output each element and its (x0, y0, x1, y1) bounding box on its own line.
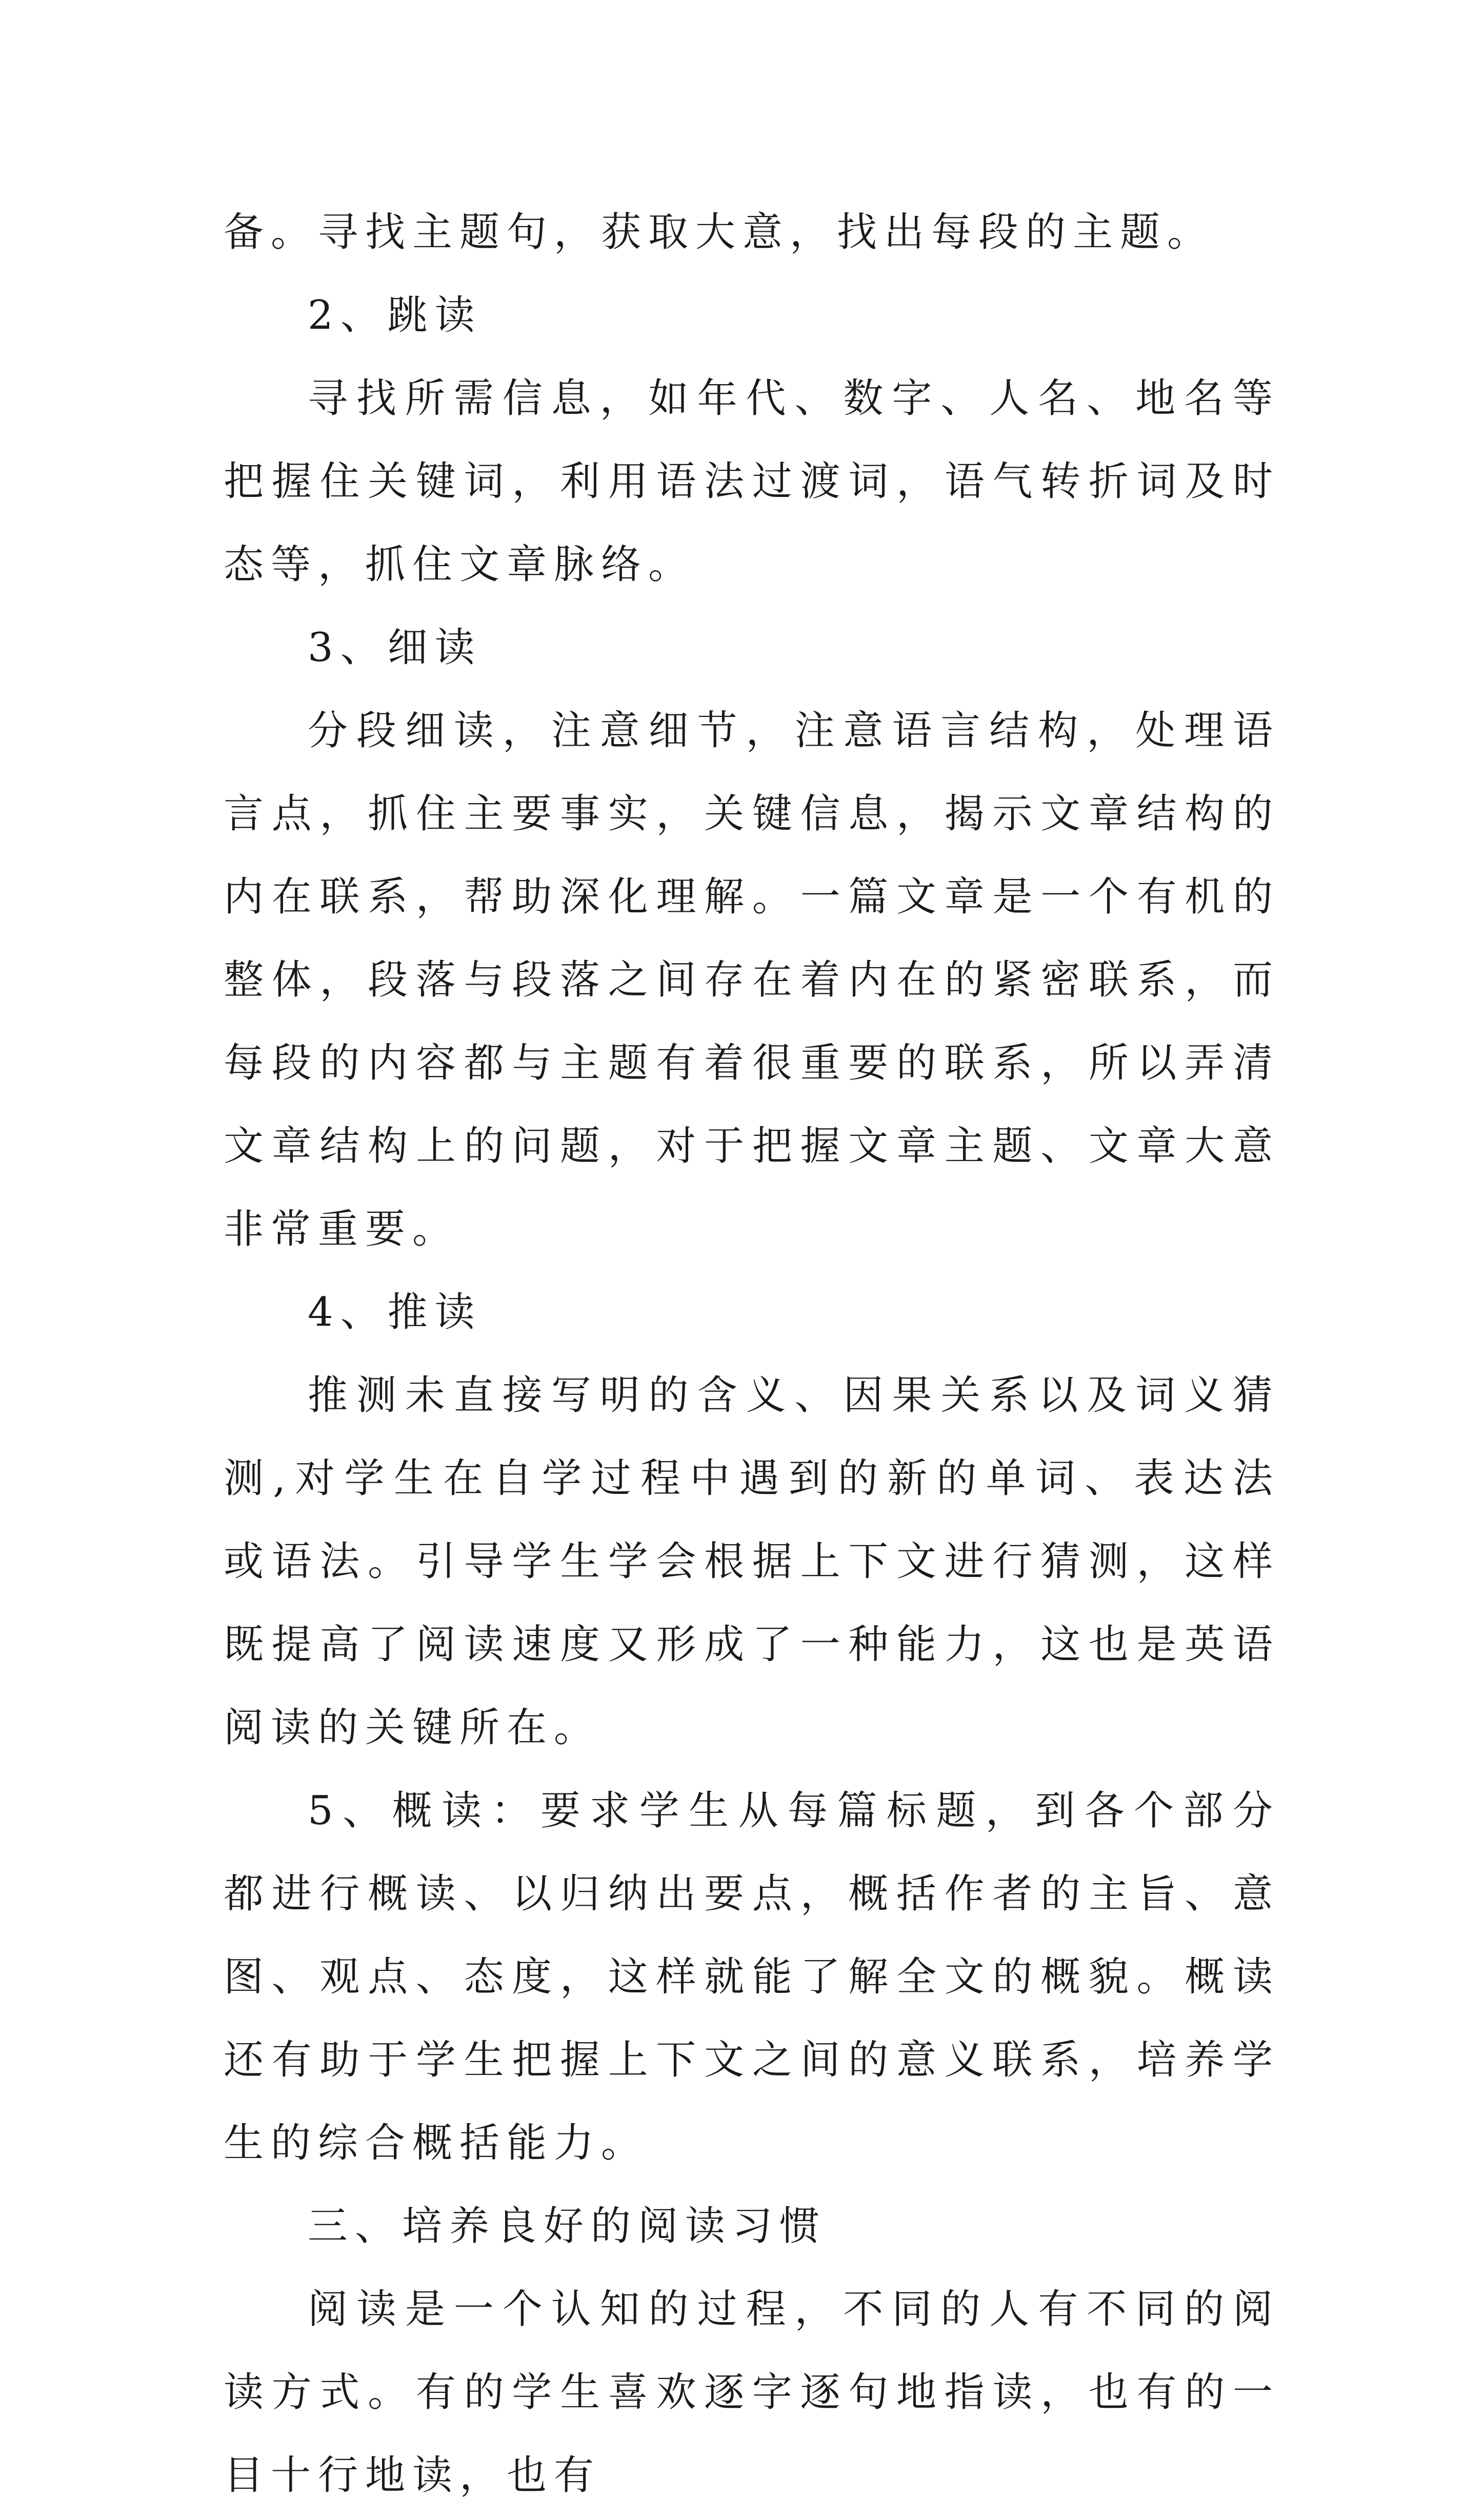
paragraph: 寻找所需信息，如年代、数字、人名、地名等把握住关键词，利用语法过渡词，语气转折词及时态等，抓住文章脉络。 (224, 375, 1280, 588)
section-heading: 三、培养良好的阅读习惯 (308, 2203, 827, 2249)
paragraph: 备。寻找主题句，获取大意，找出每段的主题。 (224, 209, 1215, 255)
paragraph: 阅读是一个认知的过程，不同的人有不同的阅读方式。有的学生喜欢逐字逐句地指读，也有的一目十行地读，也有 (224, 2286, 1280, 2499)
paragraph: 5、概读：要求学生从每篇标题，到各个部分都进行概读、以归纳出要点，概括作者的主旨、意图、观点、态度，这样就能了解全文的概貌。概读还有助于学生把握上下文之间的意义联系，培养学生的综合概括能力。 (224, 1788, 1280, 2166)
section-heading: 3、细读 (308, 625, 482, 671)
paragraph: 分段细读，注意细节，注意语言结构，处理语言点，抓住主要事实，关键信息，揭示文章结构的内在联系，帮助深化理解。一篇文章是一个有机的整体，段落与段落之间存在着内在的紧密联系，而每段的内容都与主题有着很重要的联系，所以弄清文章结构上的问题，对于把握文章主题、文章大意非常重要。 (224, 708, 1280, 1252)
section-heading: 2、跳读 (308, 292, 482, 338)
section-heading: 4、推读 (308, 1289, 482, 1335)
paragraph: 推测未直接写明的含义、因果关系以及词义猜测,对学生在自学过程中遇到的新的单词、表达法或语法。引导学生学会根据上下文进行猜测，这样既提高了阅读速度又形成了一种能力，这也是英语阅读的关键所在。 (224, 1372, 1280, 1751)
document-body (224, 191, 1280, 2517)
